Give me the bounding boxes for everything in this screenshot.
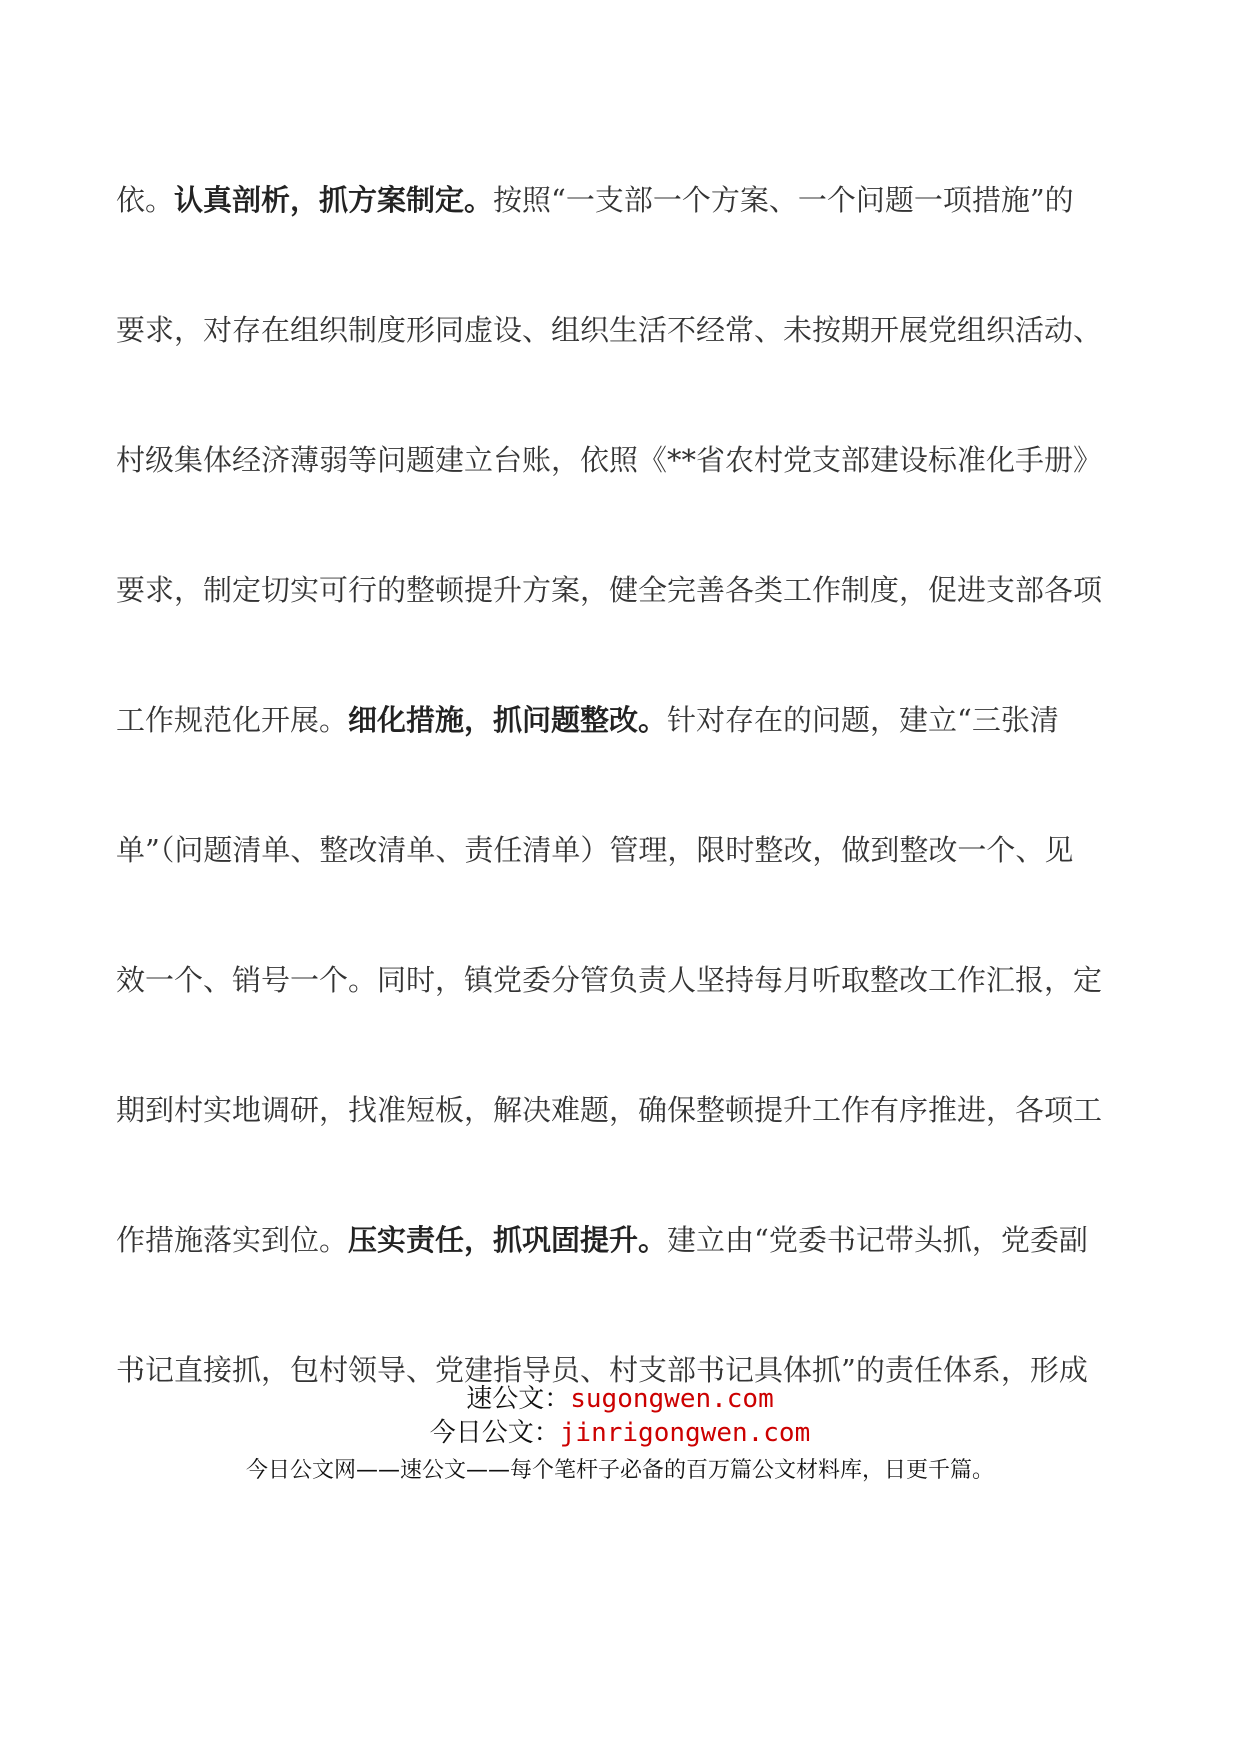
paragraph-line	[116, 820, 1126, 950]
paragraph-line	[116, 950, 1126, 1080]
body-text: 单”（问题清单、整改清单、责任清单）管理，限时整改，做到整改一个、见	[116, 833, 1074, 867]
paragraph-line	[116, 1210, 1126, 1340]
body-text: 效一个、销号一个。同时，镇党委分管负责人坚持每月听取整改工作汇报，定	[116, 963, 1103, 997]
paragraph-line	[116, 170, 1126, 300]
body-text: 针对存在的问题，建立“三张清	[667, 703, 1059, 737]
footer-tagline: 今日公文网——速公文——每个笔杆子必备的百万篇公文材料库，日更千篇。	[245, 1458, 994, 1483]
paragraph-line	[116, 300, 1126, 430]
body-text: 依。	[116, 183, 175, 217]
body-text: 村级集体经济薄弱等问题建立台账，依照《**省农村党支部建设标准化手册》	[116, 443, 1103, 477]
bold-heading-text: 细化措施，抓问题整改。	[348, 703, 668, 737]
footer-line-jinrigongwen	[0, 1416, 1240, 1450]
footer-line-sugongwen	[0, 1382, 1240, 1416]
footer-site-label: 今日公文：	[429, 1418, 560, 1448]
paragraph-line	[116, 430, 1126, 560]
paragraph-line	[116, 560, 1126, 690]
footer-site-link[interactable]: jinrigongwen.com	[559, 1418, 811, 1448]
footer-site-label: 速公文：	[466, 1384, 571, 1414]
paragraph-line	[116, 690, 1126, 820]
body-text: 建立由“党委书记带头抓，党委副	[667, 1223, 1088, 1257]
footer-site-link[interactable]: sugongwen.com	[570, 1384, 774, 1414]
paragraph-line	[116, 1080, 1126, 1210]
footer	[0, 1382, 1240, 1486]
document-body	[116, 170, 1126, 1470]
body-text: 作措施落实到位。	[116, 1223, 349, 1257]
bold-heading-text: 压实责任，抓巩固提升。	[348, 1223, 668, 1257]
body-text: 按照“一支部一个方案、一个问题一项措施”的	[493, 183, 1074, 217]
body-text: 期到村实地调研，找准短板，解决难题，确保整顿提升工作有序推进，各项工	[116, 1093, 1103, 1127]
body-text: 书记直接抓，包村领导、党建指导员、村支部书记具体抓”的责任体系，形成	[116, 1353, 1088, 1387]
body-text: 要求，对存在组织制度形同虚设、组织生活不经常、未按期开展党组织活动、	[116, 313, 1103, 347]
bold-heading-text: 认真剖析，抓方案制定。	[174, 183, 494, 217]
body-text: 工作规范化开展。	[116, 703, 349, 737]
body-text: 要求，制定切实可行的整顿提升方案，健全完善各类工作制度，促进支部各项	[116, 573, 1103, 607]
